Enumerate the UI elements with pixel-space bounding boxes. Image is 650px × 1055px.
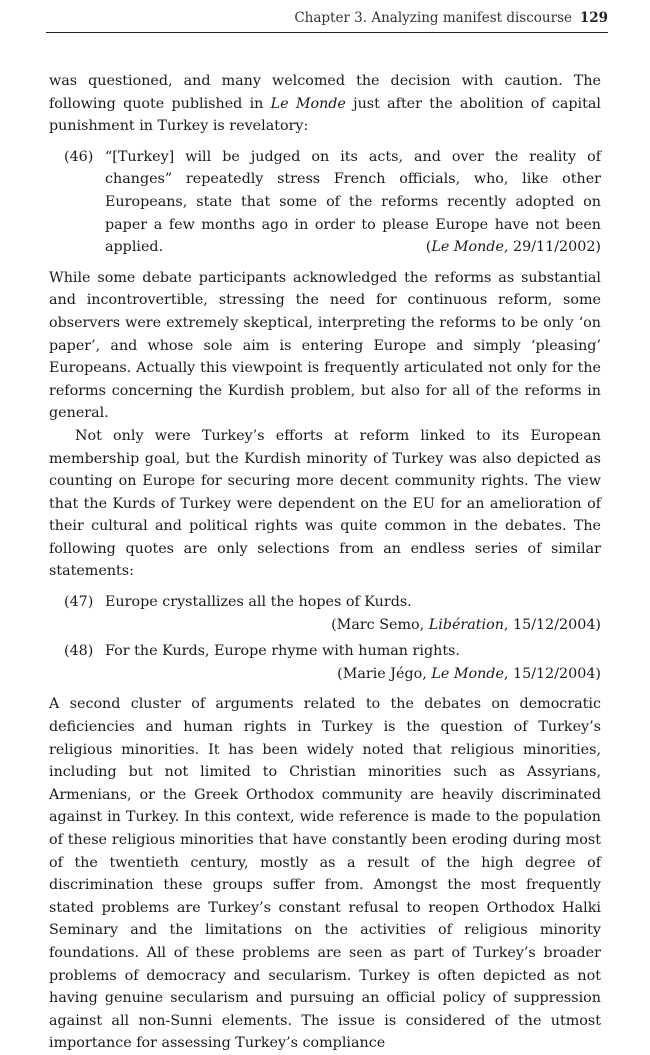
example-47-text: Europe crystallizes all the hopes of Kurds. bbox=[105, 594, 412, 611]
example-47 bbox=[64, 591, 601, 636]
paragraph-1-text-a: was questioned, and many welcomed the decision with caution. The following quote published in bbox=[49, 73, 601, 112]
paragraph-1-text-b: just after the abolition of capital punishment in Turkey is revelatory: bbox=[49, 95, 601, 135]
paragraph-1-italic: Le Monde bbox=[270, 95, 346, 112]
example-48-source: (Marie Jégo, Le Monde, 15/12/2004) bbox=[337, 665, 601, 682]
page-body bbox=[49, 70, 601, 1055]
example-46 bbox=[64, 146, 601, 259]
example-46-text: “[Turkey] will be judged on its acts, and over the reality of changes” repeatedly stress French officials, who, like other Europeans, state that some of the reforms recently adopted on paper a few months ago in order to please Europe have not been applied. bbox=[105, 148, 601, 256]
example-46-number: (46) bbox=[64, 148, 94, 165]
example-48-number: (48) bbox=[64, 643, 94, 660]
paragraph-1 bbox=[49, 70, 601, 138]
paragraph-3: Not only were Turkey’s efforts at reform linked to its European membership goal, but the Kurdish minority of Turkey was also depicted as counting on Europe for securing more decent community rights. The view that the Kurds of Turkey were dependent on the EU for an amelioration of their cultural and political rights was quite common in the debates. The following quotes are only selections from an endless series of similar statements: bbox=[49, 427, 601, 580]
chapter-title: Chapter 3. Analyzing manifest discourse bbox=[294, 10, 572, 26]
paragraph-2: While some debate participants acknowledged the reforms as substantial and incontrovertible, stressing the need for continuous reform, some observers were extremely skeptical, interpreting the reforms to be only ‘on paper’, and whose sole aim is entering Europe and simply ‘pleasing’ Europeans. Actually this viewpoint is frequently articulated not only for the reforms concerning the Kurdish problem, but also for all of the reforms in general. bbox=[49, 269, 601, 422]
paragraph-4: A second cluster of arguments related to the debates on democratic deficiencies and human rights in Turkey is the question of Turkey’s religious minorities. It has been widely noted that religious minorities, including but not limited to Christian minorities such as Assyrians, Armenians, or the Greek Orthodox community are heavily discriminated against in Turkey. In this context, wide reference is made to the population of these religious minorities that have constantly been eroding during most of the twentieth century, mostly as a result of the high degree of discrimination these groups suffer from. Amongst the most frequently stated problems are Turkey’s constant refusal to reopen Orthodox Halki Seminary and the limitations on the activities of religious minority foundations. All of these problems are seen as part of Turkey’s broader problems of democracy and secularism. Turkey is often depicted as not having genuine secularism and pursuing an official policy of suppression against all non-Sunni elements. The issue is considered of the utmost importance for assessing Turkey’s compliance bbox=[49, 696, 601, 1052]
page-number: 129 bbox=[579, 10, 608, 26]
example-48-text: For the Kurds, Europe rhyme with human rights. bbox=[105, 643, 460, 660]
example-48 bbox=[64, 640, 601, 685]
running-header bbox=[46, 6, 608, 33]
example-46-source: (Le Monde, 29/11/2002) bbox=[425, 239, 601, 256]
example-47-source: (Marc Semo, Libération, 15/12/2004) bbox=[331, 616, 601, 633]
example-47-number: (47) bbox=[64, 594, 94, 611]
